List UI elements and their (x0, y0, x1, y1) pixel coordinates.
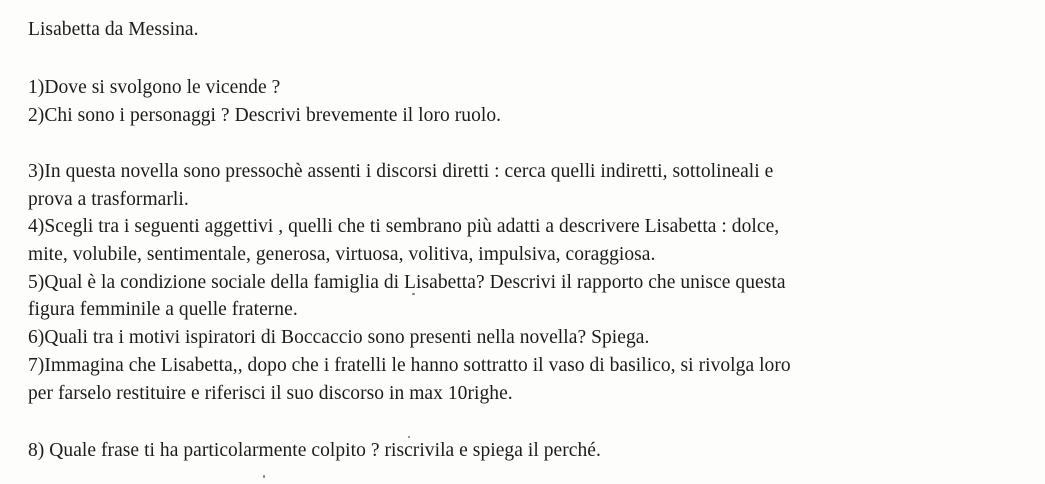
scan-speck (408, 436, 410, 438)
scan-speck (263, 475, 265, 478)
question-7-line-2: per farselo restituire e riferisci il suo discorso in max 10righe. (28, 383, 513, 404)
question-3-line-2: prova a trasformarli. (28, 189, 189, 210)
question-1: 1)Dove si svolgono le vicende ? (28, 77, 281, 98)
question-7-line-1: 7)Immagina che Lisabetta,, dopo che i fratelli le hanno sottratto il vaso di basilico, si rivolga loro (28, 355, 791, 376)
question-5-line-2: figura femminile a quelle fraterne. (28, 299, 298, 320)
document-title: Lisabetta da Messina. (28, 19, 199, 40)
question-3-line-1: 3)In questa novella sono pressochè assenti i discorsi diretti : cerca quelli indiretti, sottolineali e (28, 161, 774, 182)
question-5-line-1: 5)Qual è la condizione sociale della famiglia di Lisabetta? Descrivi il rapporto che unisce questa (28, 272, 786, 293)
scan-speck (412, 293, 415, 295)
question-6: 6)Quali tra i motivi ispiratori di Boccaccio sono presenti nella novella? Spiega. (28, 327, 650, 348)
question-4-line-1: 4)Scegli tra i seguenti aggettivi , quelli che ti sembrano più adatti a descrivere Lisabetta : dolce, (28, 216, 780, 237)
question-8: 8) Quale frase ti ha particolarmente colpito ? riscrivila e spiega il perché. (28, 440, 601, 461)
question-4-line-2: mite, volubile, sentimentale, generosa, virtuosa, volitiva, impulsiva, coraggiosa. (28, 244, 656, 265)
question-2: 2)Chi sono i personaggi ? Descrivi brevemente il loro ruolo. (28, 105, 502, 126)
